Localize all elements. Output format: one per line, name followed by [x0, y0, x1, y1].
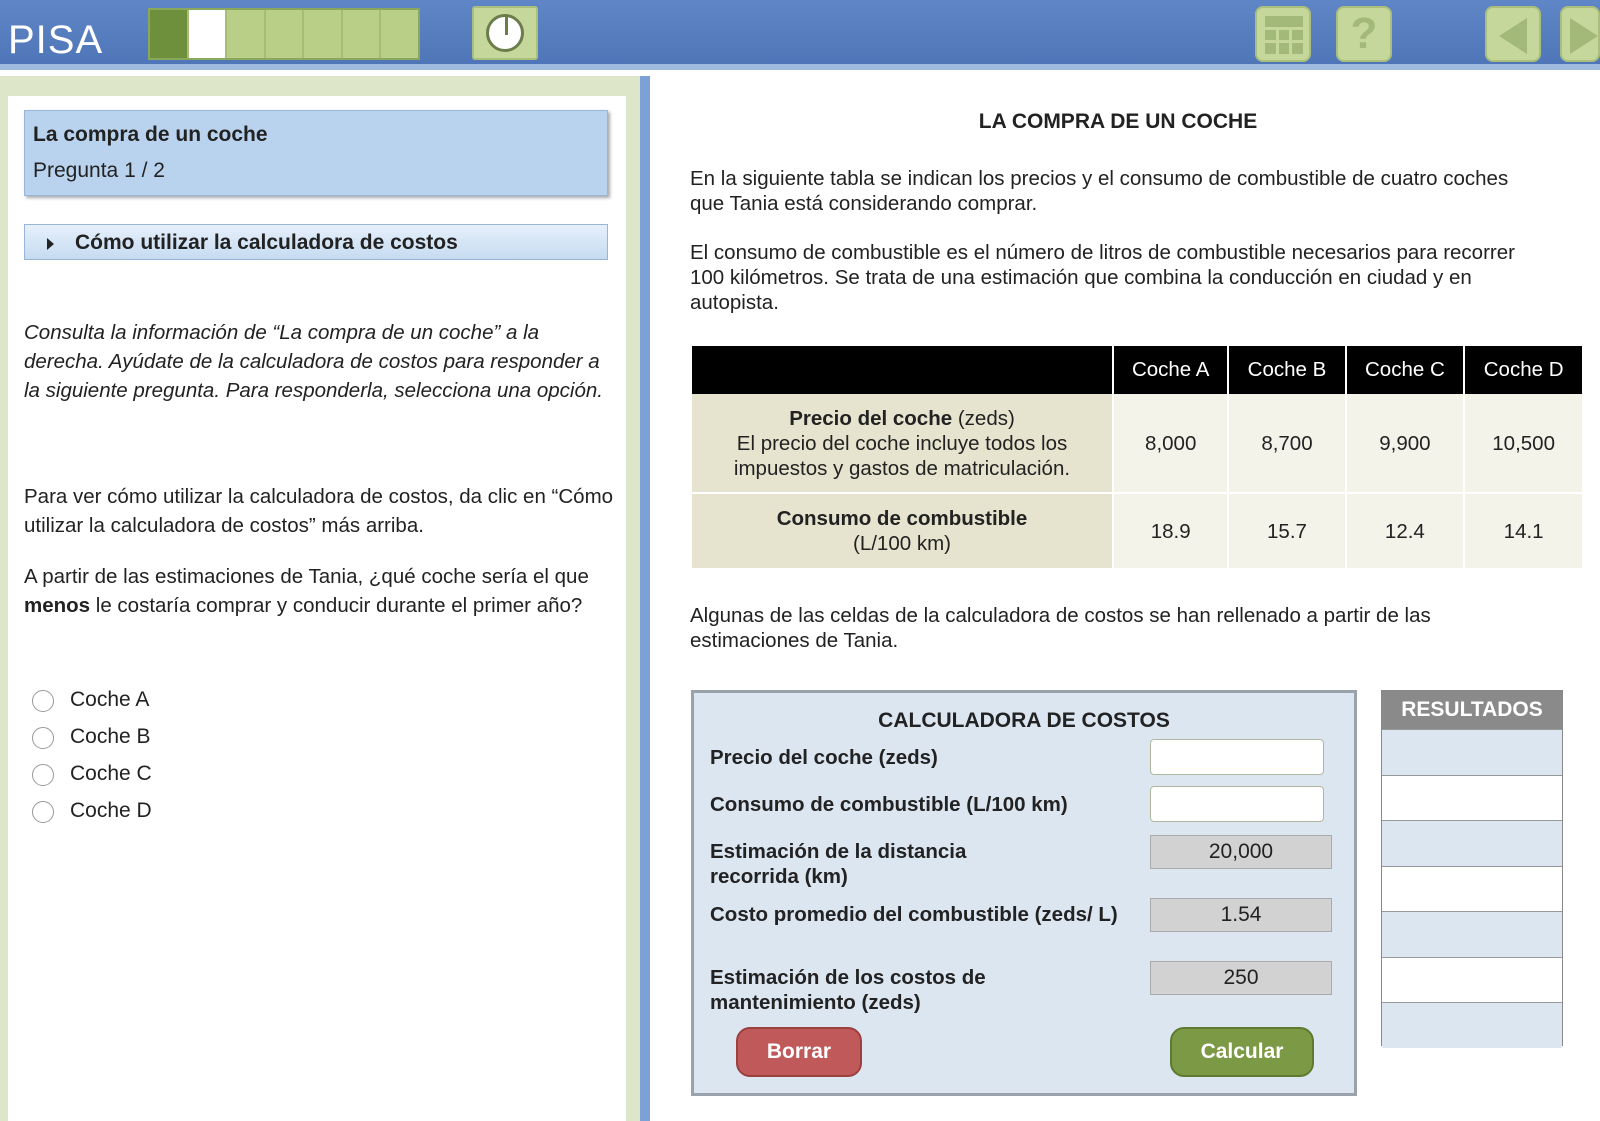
column-header: Coche B	[1229, 346, 1344, 394]
progress-step	[150, 10, 189, 58]
question-panel: La compra de un coche Pregunta 1 / 2 Cómo utilizar la calculadora de costos Consulta la información de “La compra de un coche” a la derecha. Ayúdate de la calculadora de costos para responder a la siguiente pregunta. Para responderla, selecciona una opción. Para ver cómo utilizar la calculadora de costos, da clic en “Cómo utilizar la calculadora de costos” más arriba. A partir de las estimaciones de Tania, ¿qué coche sería el que menos le costaría comprar y conducir durante el primer año? Coche A Coche B Coche C Coche D	[8, 96, 626, 1121]
column-header: Coche D	[1465, 346, 1582, 394]
result-cell	[1382, 957, 1562, 1003]
table-cell: 12.4	[1347, 494, 1464, 568]
table-row	[692, 494, 1582, 568]
progress-step	[343, 10, 382, 58]
progress-bar	[148, 8, 420, 60]
column-header: Coche A	[1114, 346, 1227, 394]
progress-step	[304, 10, 343, 58]
progress-step	[381, 10, 418, 58]
stimulus-paragraph: En la siguiente tabla se indican los precios y el consumo de combustible de cuatro coches que Tania está considerando comprar.	[690, 167, 1509, 215]
row-header-price: Precio del coche (zeds) El precio del coche incluye todos los impuestos y gastos de matriculación.	[692, 394, 1112, 494]
stimulus-paragraph: El consumo de combustible es el número de litros de combustible necesarios para recorrer 100 kilómetros. Se trata de una estimación que combina la conducción en ciudad y en autopista.	[690, 241, 1515, 314]
table-header-row	[692, 346, 1582, 394]
results-panel	[1381, 690, 1563, 1046]
fuel-cost-label: Costo promedio del combustible (zeds/ L)	[710, 903, 1118, 926]
timer-icon	[486, 14, 524, 52]
radio-button[interactable]	[32, 727, 54, 749]
timer-button[interactable]	[472, 6, 538, 60]
distance-value: 20,000	[1150, 835, 1332, 869]
stimulus-pane	[650, 76, 1600, 1121]
pane-divider	[640, 76, 650, 1121]
table-row	[692, 394, 1582, 494]
howto-text: Para ver cómo utilizar la calculadora de costos, da clic en “Cómo utilizar la calculadora de costos” más arriba.	[24, 485, 614, 537]
back-button[interactable]	[1485, 6, 1541, 62]
top-toolbar	[0, 0, 1600, 70]
calculator-button[interactable]	[1255, 6, 1311, 62]
column-header: Coche C	[1347, 346, 1464, 394]
unit-title: La compra de un coche	[33, 123, 268, 146]
stimulus-paragraph: Algunas de las celdas de la calculadora de costos se han rellenado a partir de las estimaciones de Tania.	[690, 604, 1431, 652]
help-button[interactable]	[1336, 6, 1392, 62]
table-cell: 14.1	[1465, 494, 1582, 568]
table-cell: 8,700	[1229, 394, 1344, 494]
question-header	[24, 110, 608, 196]
result-cell	[1382, 1002, 1562, 1048]
howto-label: Cómo utilizar la calculadora de costos	[75, 231, 458, 254]
row-header-consumption: Consumo de combustible (L/100 km)	[692, 494, 1112, 568]
calculator-icon	[1265, 16, 1303, 54]
calculate-button[interactable]: Calcular	[1170, 1027, 1314, 1077]
table-cell: 9,900	[1347, 394, 1464, 494]
table-cell: 15.7	[1229, 494, 1344, 568]
question-text: A partir de las estimaciones de Tania, ¿qué coche sería el que menos le costaría comprar y conducir durante el primer año?	[24, 565, 589, 617]
result-cell	[1382, 775, 1562, 821]
progress-step	[266, 10, 305, 58]
consumption-label: Consumo de combustible (L/100 km)	[710, 793, 1068, 816]
results-header: RESULTADOS	[1382, 691, 1562, 729]
back-arrow-icon	[1499, 18, 1527, 54]
forward-button[interactable]	[1560, 6, 1600, 62]
table-cell: 10,500	[1465, 394, 1582, 494]
cost-calculator	[691, 690, 1357, 1096]
instructions-text: Consulta la información de “La compra de un coche” a la derecha. Ayúdate de la calculadora de costos para responder a la siguiente pregunta. Para responderla, selecciona una opción.	[24, 321, 603, 402]
forward-arrow-icon	[1570, 18, 1598, 54]
calculator-title: CALCULADORA DE COSTOS	[878, 709, 1170, 732]
table-cell: 8,000	[1114, 394, 1227, 494]
price-input[interactable]	[1150, 739, 1324, 775]
question-number: Pregunta 1 / 2	[33, 159, 165, 182]
table-cell: 18.9	[1114, 494, 1227, 568]
maintenance-value: 250	[1150, 961, 1332, 995]
result-cell	[1382, 820, 1562, 866]
progress-step-current	[189, 10, 228, 58]
radio-button[interactable]	[32, 801, 54, 823]
distance-label: Estimación de la distancia recorrida (km)	[710, 840, 967, 888]
help-icon: ?	[1350, 9, 1378, 58]
price-label: Precio del coche (zeds)	[710, 746, 938, 769]
stimulus-title: LA COMPRA DE UN COCHE	[978, 110, 1258, 133]
progress-step	[227, 10, 266, 58]
consumption-input[interactable]	[1150, 786, 1324, 822]
howto-calculator-toggle[interactable]	[24, 224, 608, 260]
result-cell	[1382, 729, 1562, 775]
fuel-cost-value: 1.54	[1150, 898, 1332, 932]
result-cell	[1382, 866, 1562, 912]
maintenance-label: Estimación de los costos de mantenimiento (zeds)	[710, 966, 986, 1014]
result-cell	[1382, 911, 1562, 957]
clear-button[interactable]: Borrar	[736, 1027, 862, 1077]
car-comparison-table	[690, 346, 1584, 568]
radio-button[interactable]	[32, 690, 54, 712]
radio-button[interactable]	[32, 764, 54, 786]
table-header-blank	[692, 346, 1112, 394]
question-pane	[0, 76, 650, 1121]
pisa-logo: PISA	[8, 18, 104, 62]
caret-right-icon	[47, 238, 54, 250]
